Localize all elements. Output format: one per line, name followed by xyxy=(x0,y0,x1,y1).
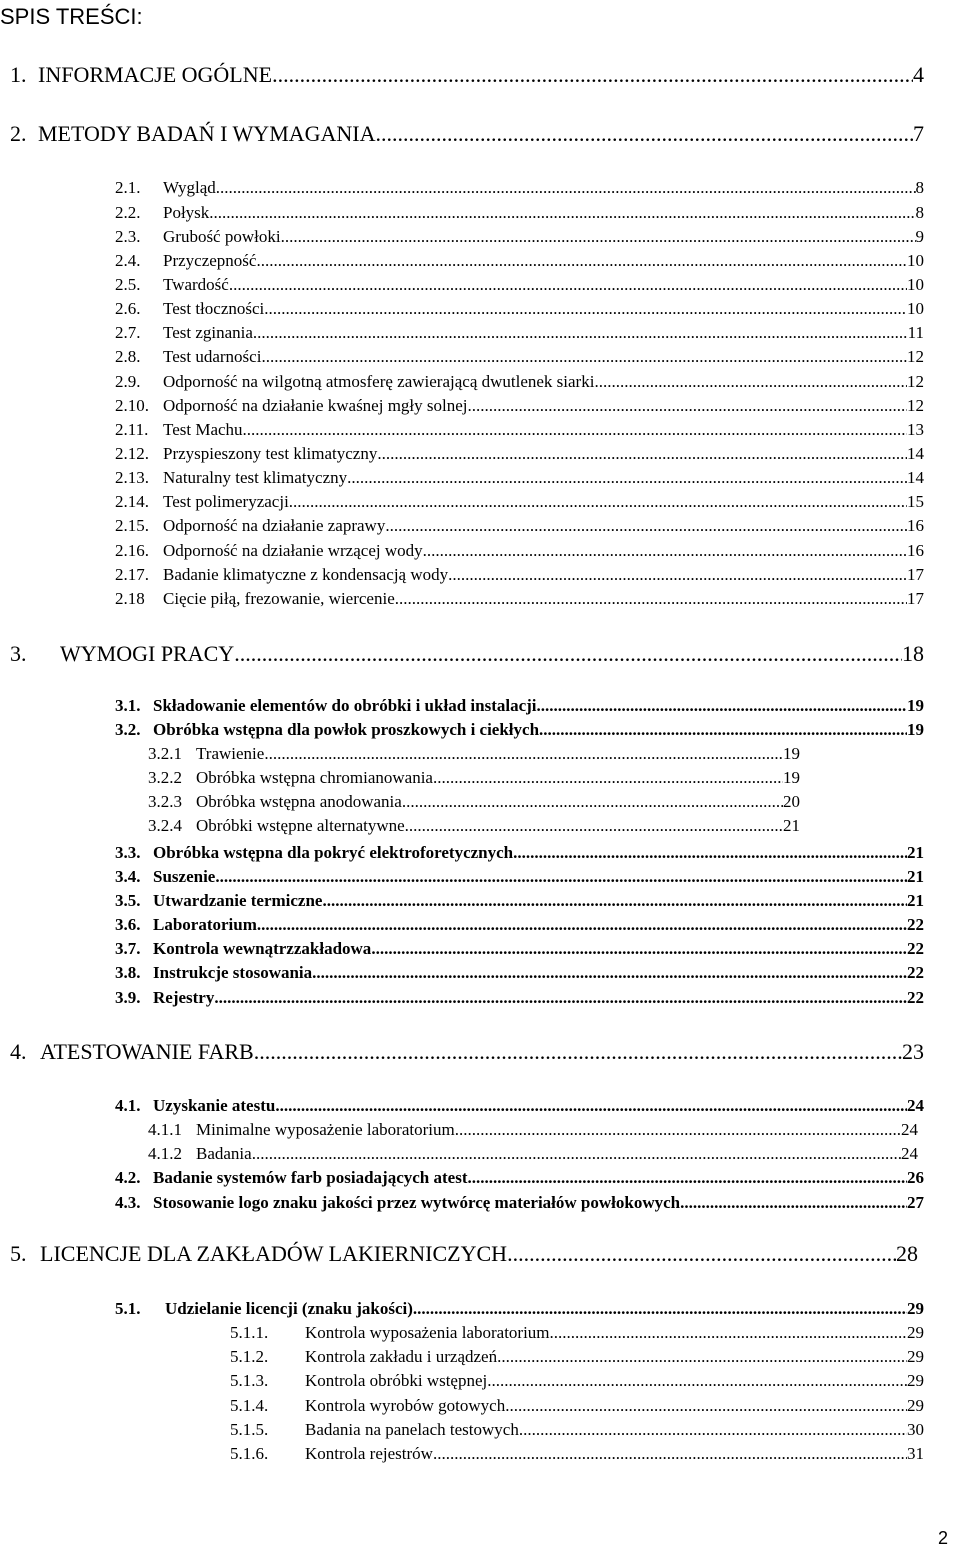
toc-entry-number: 3.7. xyxy=(115,939,141,958)
toc-entry-number: 2.18 xyxy=(115,589,145,608)
toc-entry-page: 23 xyxy=(902,1039,924,1064)
toc-dot-leader xyxy=(243,420,907,440)
toc-entry-page: 10 xyxy=(907,251,924,270)
toc-dot-leader xyxy=(229,275,907,295)
toc-entry-title: Wygląd xyxy=(163,178,216,197)
toc-entry-number: 2.13. xyxy=(115,468,149,487)
toc-entry-title: Kontrola wyrobów gotowych xyxy=(305,1396,506,1415)
toc-entry-title: Przyspieszony test klimatyczny xyxy=(163,444,378,463)
toc-entry-page: 29 xyxy=(907,1299,924,1318)
toc-dot-leader xyxy=(322,891,907,911)
toc-dot-leader xyxy=(234,641,902,667)
toc-entry-number: 3.2.4 xyxy=(148,816,182,835)
toc-entry-number: 3. xyxy=(10,641,27,666)
toc-entry-title: Twardość xyxy=(163,275,229,294)
toc-entry-number: 3.6. xyxy=(115,915,141,934)
toc-dot-leader xyxy=(214,988,907,1008)
toc-entry[interactable] xyxy=(230,1371,924,1391)
toc-entry[interactable] xyxy=(10,62,924,88)
toc-entry-title: Kontrola obróbki wstępnej xyxy=(305,1371,488,1390)
toc-dot-leader xyxy=(497,1347,907,1367)
toc-dot-leader xyxy=(257,915,907,935)
toc-entry-page: 11 xyxy=(907,323,924,342)
toc-dot-leader xyxy=(433,768,783,788)
toc-entry[interactable] xyxy=(115,420,924,440)
toc-dot-leader xyxy=(487,1371,907,1391)
toc-entry-page: 8 xyxy=(915,203,924,222)
toc-entry[interactable] xyxy=(230,1444,924,1464)
toc-entry[interactable] xyxy=(148,792,800,812)
toc-entry-title: Utwardzanie termiczne xyxy=(153,891,323,910)
toc-entry-page: 12 xyxy=(907,396,924,415)
toc-entry-title: Obróbki wstępne alternatywne xyxy=(196,816,405,835)
toc-entry-page: 28 xyxy=(896,1241,918,1266)
toc-entry[interactable] xyxy=(230,1323,924,1343)
toc-entry-page: 22 xyxy=(907,915,924,934)
toc-entry[interactable] xyxy=(115,251,924,271)
toc-entry-number: 5.1. xyxy=(115,1299,141,1318)
toc-entry[interactable] xyxy=(115,915,924,935)
toc-dot-leader xyxy=(289,492,907,512)
toc-entry-page: 21 xyxy=(907,867,924,886)
toc-entry-number: 1. xyxy=(10,62,27,87)
toc-dot-leader xyxy=(468,396,907,416)
toc-entry-number: 4.3. xyxy=(115,1193,141,1212)
toc-entry-title: Test zginania xyxy=(163,323,253,342)
toc-dot-leader xyxy=(347,468,907,488)
toc-entry-number: 3.9. xyxy=(115,988,141,1007)
toc-entry[interactable] xyxy=(115,396,924,416)
toc-entry-page: 4 xyxy=(913,62,924,87)
toc-entry-title: Odporność na działanie kwaśnej mgły solnej xyxy=(163,396,468,415)
toc-entry-number: 3.5. xyxy=(115,891,141,910)
toc-dot-leader xyxy=(513,843,907,863)
toc-entry-title: Suszenie xyxy=(153,867,216,886)
toc-entry[interactable] xyxy=(230,1396,924,1416)
toc-entry-title: Odporność na działanie wrzącej wody xyxy=(163,541,423,560)
page-number: 2 xyxy=(938,1528,949,1548)
toc-dot-leader xyxy=(261,347,907,367)
toc-entry-page: 19 xyxy=(907,696,924,715)
toc-entry-page: 29 xyxy=(907,1371,924,1390)
toc-entry-title: Kontrola wewnątrzzakładowa xyxy=(153,939,372,958)
toc-entry-page: 24 xyxy=(901,1144,918,1163)
toc-entry-title: Rejestry xyxy=(153,988,215,1007)
toc-entry[interactable] xyxy=(115,867,924,887)
toc-entry-title: Odporność na działanie zaprawy xyxy=(163,516,386,535)
toc-entry-page: 22 xyxy=(907,988,924,1007)
toc-entry-title: Minimalne wyposażenie laboratorium xyxy=(196,1120,455,1139)
toc-entry-title: Test udarności xyxy=(163,347,262,366)
toc-entry[interactable] xyxy=(115,1193,924,1213)
toc-entry-number: 2.2. xyxy=(115,203,141,222)
toc-dot-leader xyxy=(680,1193,907,1213)
toc-entry-title: Cięcie piłą, frezowanie, wiercenie xyxy=(163,589,395,608)
toc-entry-number: 5.1.4. xyxy=(230,1396,269,1415)
toc-entry[interactable] xyxy=(115,963,924,983)
toc-entry-number: 3.2.3 xyxy=(148,792,182,811)
toc-entry-page: 21 xyxy=(907,891,924,910)
toc-entry-title: Trawienie xyxy=(196,744,265,763)
toc-entry-page: 20 xyxy=(783,792,800,811)
toc-entry-title: Kontrola zakładu i urządzeń xyxy=(305,1347,498,1366)
toc-entry-number: 2.15. xyxy=(115,516,149,535)
toc-entry[interactable] xyxy=(115,565,924,585)
toc-entry-number: 2.1. xyxy=(115,178,141,197)
toc-entry[interactable] xyxy=(115,1168,924,1188)
toc-entry-title: Kontrola wyposażenia laboratorium xyxy=(305,1323,550,1342)
toc-entry-number: 4.2. xyxy=(115,1168,141,1187)
toc-entry-page: 19 xyxy=(783,768,800,787)
toc-entry-page: 30 xyxy=(907,1420,924,1439)
toc-entry[interactable] xyxy=(115,347,924,367)
toc-entry-number: 3.4. xyxy=(115,867,141,886)
toc-entry-number: 3.2.1 xyxy=(148,744,182,763)
toc-heading: SPIS TREŚCI: xyxy=(0,4,143,29)
toc-entry-page: 29 xyxy=(907,1347,924,1366)
toc-entry[interactable] xyxy=(115,299,924,319)
toc-entry-page: 14 xyxy=(907,444,924,463)
toc-entry[interactable] xyxy=(230,1420,924,1440)
toc-dot-leader xyxy=(468,1168,908,1188)
toc-entry-number: 3.2. xyxy=(115,720,141,739)
toc-entry-number: 5.1.5. xyxy=(230,1420,269,1439)
toc-dot-leader xyxy=(281,227,916,247)
toc-entry-number: 2. xyxy=(10,121,27,146)
toc-entry[interactable] xyxy=(148,768,800,788)
toc-entry[interactable] xyxy=(10,1039,924,1065)
toc-dot-leader xyxy=(433,1444,907,1464)
toc-dot-leader xyxy=(395,589,907,609)
toc-entry[interactable] xyxy=(115,696,924,716)
toc-entry-title: Laboratorium xyxy=(153,915,257,934)
toc-entry-title: Test Machu xyxy=(163,420,243,439)
toc-entry[interactable] xyxy=(115,720,924,740)
toc-dot-leader xyxy=(216,178,916,198)
toc-dot-leader xyxy=(405,816,783,836)
toc-entry-page: 12 xyxy=(907,347,924,366)
toc-dot-leader xyxy=(253,323,908,343)
toc-entry[interactable] xyxy=(10,641,924,667)
toc-entry[interactable] xyxy=(148,816,800,836)
toc-entry-number: 2.4. xyxy=(115,251,141,270)
toc-entry-page: 21 xyxy=(907,843,924,862)
toc-entry-title: METODY BADAŃ I WYMAGANIA. xyxy=(38,121,382,146)
toc-dot-leader xyxy=(377,444,907,464)
toc-entry[interactable] xyxy=(115,203,924,223)
toc-entry-number: 2.10. xyxy=(115,396,149,415)
toc-entry-title: INFORMACJE OGÓLNE xyxy=(38,62,273,87)
toc-entry-page: 7 xyxy=(913,121,924,146)
toc-entry-page: 8 xyxy=(915,178,924,197)
toc-dot-leader xyxy=(402,792,783,812)
toc-entry[interactable] xyxy=(115,444,924,464)
toc-entry-page: 21 xyxy=(783,816,800,835)
toc-dot-leader xyxy=(455,1120,901,1140)
toc-dot-leader xyxy=(272,62,913,88)
toc-entry-page: 24 xyxy=(907,1096,924,1115)
toc-entry-page: 16 xyxy=(907,516,924,535)
toc-dot-leader xyxy=(594,372,907,392)
toc-entry-page: 10 xyxy=(907,275,924,294)
toc-entry[interactable] xyxy=(115,227,924,247)
toc-entry-title: Instrukcje stosowania xyxy=(153,963,313,982)
toc-entry-number: 2.7. xyxy=(115,323,141,342)
toc-entry-title: Grubość powłoki xyxy=(163,227,281,246)
toc-entry-page: 13 xyxy=(907,420,924,439)
toc-entry-title: Stosowanie logo znaku jakości przez wytwórcę materiałów powłokowych xyxy=(153,1193,681,1212)
toc-entry-page: 29 xyxy=(907,1323,924,1342)
toc-entry-page: 24 xyxy=(901,1120,918,1139)
toc-entry-page: 22 xyxy=(907,939,924,958)
toc-entry-page: 12 xyxy=(907,372,924,391)
toc-entry-title: Przyczepność xyxy=(163,251,257,270)
toc-dot-leader xyxy=(537,696,907,716)
toc-entry[interactable] xyxy=(115,372,924,392)
toc-entry-number: 5.1.2. xyxy=(230,1347,269,1366)
toc-entry-number: 2.14. xyxy=(115,492,149,511)
toc-entry-number: 4.1.2 xyxy=(148,1144,182,1163)
toc-entry[interactable] xyxy=(115,891,924,911)
toc-entry[interactable] xyxy=(115,541,924,561)
toc-entry-title: Test polimeryzacji xyxy=(163,492,289,511)
toc-entry-number: 2.11. xyxy=(115,420,149,439)
toc-entry[interactable] xyxy=(115,589,924,609)
toc-dot-leader xyxy=(264,744,783,764)
toc-entry-title: Badanie systemów farb posiadających atest xyxy=(153,1168,468,1187)
toc-entry[interactable] xyxy=(115,939,924,959)
toc-entry-title: Naturalny test klimatyczny xyxy=(163,468,348,487)
toc-entry-number: 2.9. xyxy=(115,372,141,391)
toc-entry-number: 4.1.1 xyxy=(148,1120,182,1139)
toc-entry[interactable] xyxy=(115,988,924,1008)
toc-entry-title: Obróbka wstępna dla pokryć elektroforetycznych xyxy=(153,843,514,862)
toc-dot-leader xyxy=(256,251,907,271)
toc-entry[interactable] xyxy=(115,178,924,198)
toc-dot-leader xyxy=(519,1420,907,1440)
toc-entry-title: Połysk xyxy=(163,203,210,222)
toc-dot-leader xyxy=(254,1039,902,1065)
toc-entry-page: 9 xyxy=(915,227,924,246)
toc-entry-number: 4.1. xyxy=(115,1096,141,1115)
toc-entry-number: 5.1.3. xyxy=(230,1371,269,1390)
toc-entry-title: Kontrola rejestrów xyxy=(305,1444,433,1463)
toc-entry-title: WYMOGI PRACY xyxy=(60,641,235,666)
toc-entry-title: Udzielanie licencji (znaku jakości) xyxy=(165,1299,413,1318)
toc-dot-leader xyxy=(507,1241,896,1267)
toc-entry-number: 2.6. xyxy=(115,299,141,318)
toc-entry-title: Obróbka wstępna chromianowania xyxy=(196,768,433,787)
toc-entry-number: 2.12. xyxy=(115,444,149,463)
toc-entry-number: 5.1.1. xyxy=(230,1323,269,1342)
toc-entry-number: 2.5. xyxy=(115,275,141,294)
toc-entry[interactable] xyxy=(115,516,924,536)
toc-entry[interactable] xyxy=(230,1347,924,1367)
toc-entry-number: 2.8. xyxy=(115,347,141,366)
toc-entry-page: 16 xyxy=(907,541,924,560)
toc-entry-number: 3.2.2 xyxy=(148,768,182,787)
toc-dot-leader xyxy=(209,203,915,223)
toc-entry-page: 19 xyxy=(907,720,924,739)
toc-entry-number: 3.1. xyxy=(115,696,141,715)
toc-dot-leader xyxy=(381,121,913,147)
toc-entry-title: Test tłoczności xyxy=(163,299,265,318)
toc-entry-page: 26 xyxy=(907,1168,924,1187)
toc-dot-leader xyxy=(264,299,907,319)
toc-entry-number: 2.17. xyxy=(115,565,149,584)
toc-entry-number: 3.3. xyxy=(115,843,141,862)
toc-dot-leader xyxy=(550,1323,907,1343)
toc-entry[interactable] xyxy=(148,1120,918,1140)
toc-entry-page: 15 xyxy=(907,492,924,511)
toc-dot-leader xyxy=(423,541,907,561)
toc-entry-title: Obróbka wstępna anodowania xyxy=(196,792,402,811)
toc-entry[interactable] xyxy=(115,492,924,512)
toc-dot-leader xyxy=(215,867,907,887)
toc-dot-leader xyxy=(448,565,907,585)
toc-entry-number: 3.8. xyxy=(115,963,141,982)
toc-entry[interactable] xyxy=(115,1299,924,1319)
toc-entry-number: 2.3. xyxy=(115,227,141,246)
toc-entry-title: LICENCJE DLA ZAKŁADÓW LAKIERNICZYCH xyxy=(40,1241,508,1266)
toc-dot-leader xyxy=(505,1396,907,1416)
toc-dot-leader xyxy=(539,720,907,740)
toc-entry-title: ATESTOWANIE FARB xyxy=(40,1039,254,1064)
toc-entry-title: Badania xyxy=(196,1144,252,1163)
toc-dot-leader xyxy=(275,1096,907,1116)
toc-entry-number: 4. xyxy=(10,1039,27,1064)
toc-entry-page: 29 xyxy=(907,1396,924,1415)
toc-dot-leader xyxy=(385,516,907,536)
toc-entry-title: Badanie klimatyczne z kondensacją wody xyxy=(163,565,449,584)
toc-entry-page: 31 xyxy=(907,1444,924,1463)
toc-entry[interactable] xyxy=(10,1241,918,1267)
toc-entry[interactable] xyxy=(115,468,924,488)
toc-entry-page: 17 xyxy=(907,589,924,608)
toc-entry-number: 5. xyxy=(10,1241,27,1266)
toc-entry-title: Składowanie elementów do obróbki i układ instalacji xyxy=(153,696,537,715)
toc-entry-page: 10 xyxy=(907,299,924,318)
toc-entry-page: 19 xyxy=(783,744,800,763)
toc-entry[interactable] xyxy=(115,275,924,295)
toc-entry-title: Obróbka wstępna dla powłok proszkowych i ciekłych xyxy=(153,720,540,739)
toc-entry[interactable] xyxy=(148,744,800,764)
toc-entry[interactable] xyxy=(115,843,924,863)
toc-entry-title: Odporność na wilgotną atmosferę zawierającą dwutlenek siarki xyxy=(163,372,595,391)
toc-entry-title: Uzyskanie atestu xyxy=(153,1096,276,1115)
toc-entry-page: 22 xyxy=(907,963,924,982)
toc-dot-leader xyxy=(312,963,907,983)
toc-entry[interactable] xyxy=(115,1096,924,1116)
toc-dot-leader xyxy=(252,1144,901,1164)
toc-entry-page: 18 xyxy=(902,641,924,666)
toc-entry-page: 27 xyxy=(907,1193,924,1212)
toc-entry[interactable] xyxy=(148,1144,918,1164)
toc-entry-page: 14 xyxy=(907,468,924,487)
toc-entry-title: Badania na panelach testowych xyxy=(305,1420,519,1439)
toc-dot-leader xyxy=(371,939,907,959)
toc-entry-number: 2.16. xyxy=(115,541,149,560)
toc-entry-page: 17 xyxy=(907,565,924,584)
toc-dot-leader xyxy=(413,1299,907,1319)
toc-entry[interactable] xyxy=(115,323,924,343)
toc-entry-number: 5.1.6. xyxy=(230,1444,269,1463)
toc-entry[interactable] xyxy=(10,121,924,147)
